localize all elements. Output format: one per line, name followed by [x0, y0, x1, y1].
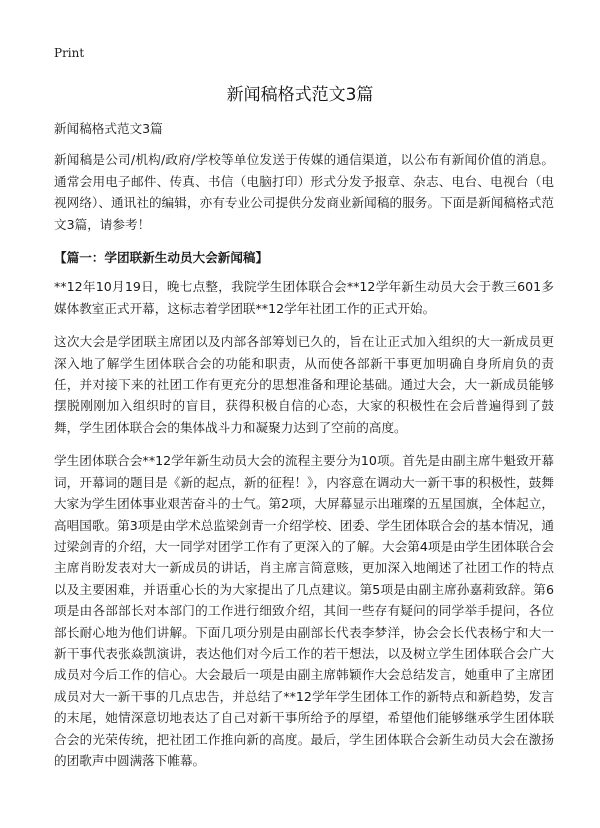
intro-paragraph: 新闻稿是公司/机构/政府/学校等单位发送于传媒的通信渠道，以公布有新闻价值的消息。通常会用电子邮件、传真、书信（电脑打印）形式分发予报章、杂志、电台、电视台（电视网络）、通讯社的编辑，亦有专业公司提供分发商业新闻稿的服务。下面是新闻稿格式范文3篇，请参考！ [54, 152, 554, 232]
body-paragraph-3: 学生团体联合会**12学年新生动员大会的流程主要分为10项。首先是由副主席牛魁致开幕词，开幕词的题目是《新的起点，新的征程！》，内容意在调动大一新干事的积极性，鼓舞大家为学生团体事业艰苦奋斗的士气。第2项，大屏幕显示出璀璨的五星国旗，全体起立，高唱国歌。第3项是由学术总监梁剑青一介绍学校、团委、学生团体联合会的基本情况，通过梁剑青的介绍，大一同学对团学工作有了更深入的了解。大会第4项是由学生团体联合会主席肖盼发表对大一新成员的讲话，肖主席言简意赅，更加深入地阐述了社团工作的特点以及主要困难，并语重心长的为大家提出了几点建议。第5项是由副主席孙嘉莉致辞。第6项是由各部部长对本部门的工作进行细致介绍，其间一些存有疑问的同学举手提问，各位部长耐心地为他们讲解。下面几项分别是由副部长代表李梦洋，协会会长代表杨宁和大一新干事代表张焱凯演讲，表达他们对今后工作的若干想法，以及树立学生团体联合会广大成员对今后工作的信心。大会最后一项是由副主席韩颖作大会总结发言，她重申了主席团成员对大一新干事的几点忠告，并总结了**12学年学生团体工作的新特点和新趋势，发言的末尾，她情深意切地表达了自己对新干事所给予的厚望，希望他们能够继承学生团体联合会的光荣传统，把社团工作推向新的高度。最后，学生团体联合会新生动员大会在激扬的团歌声中圆满落下帷幕。 [54, 453, 554, 768]
document-title: 新闻稿格式范文3篇 [226, 85, 374, 105]
body-paragraph-1: **12年10月19日，晚七点整，我院学生团体联合会**12学年新生动员大会于教三601多媒体教室正式开幕，这标志着学团联**12学年社团工作的正式开始。 [54, 279, 554, 316]
body-paragraph-2: 这次大会是学团联主席团以及内部各部筹划已久的，旨在让正式加入组织的大一新成员更深入地了解学生团体联合会的功能和职责，从而使各部新干事更加明确自身所肩负的责任，并对接下来的社团工作有更充分的思想准备和理论基础。通过大会，大一新成员能够摆脱刚刚加入组织时的盲目，获得积极自信的心态，大家的积极性在会后普遍得到了鼓舞，学生团体联合会的集体战斗力和凝聚力达到了空前的高度。 [54, 334, 554, 435]
document-subtitle: 新闻稿格式范文3篇 [54, 121, 163, 136]
section-heading: 【篇一：学团联新生动员大会新闻稿】 [54, 250, 269, 266]
print-link[interactable]: Print [54, 46, 85, 60]
document-body [54, 118, 554, 783]
